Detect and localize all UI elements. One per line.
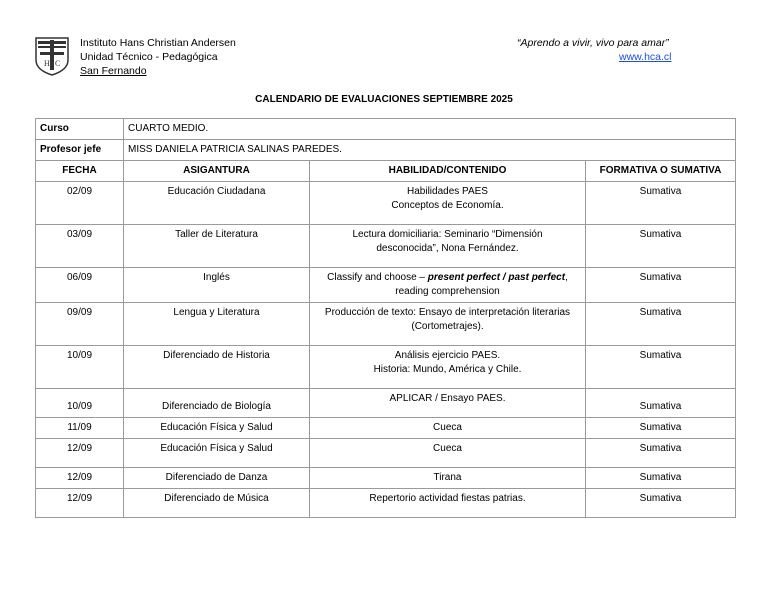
contenido-cell: Repertorio actividad fiestas patrias.: [310, 489, 586, 518]
contenido-line: Análisis ejercicio PAES.: [394, 350, 501, 361]
asignatura-cell: Educación Física y Salud: [124, 439, 310, 468]
table-row: [36, 346, 736, 389]
asignatura-cell: Taller de Literatura: [124, 225, 310, 268]
unit-name: Unidad Técnico - Pedagógica: [80, 51, 218, 63]
column-header: ASIGANTURA: [124, 161, 310, 182]
table-row: [36, 225, 736, 268]
header-row: [36, 161, 736, 182]
contenido-line: Habilidades PAES: [407, 186, 488, 197]
svg-text:C: C: [55, 59, 61, 68]
contenido-cell: Cueca: [310, 439, 586, 468]
contenido-cell: [310, 303, 586, 346]
contenido-line: [314, 271, 581, 285]
column-header: HABILIDAD/CONTENIDO: [310, 161, 586, 182]
table-row: [36, 439, 736, 468]
contenido-cell: Tirana: [310, 468, 586, 489]
contenido-cell: [310, 182, 586, 225]
fecha-cell: 06/09: [36, 268, 124, 303]
curso-row: [36, 119, 736, 140]
fecha-cell: 10/09: [36, 346, 124, 389]
tipo-cell: Sumativa: [586, 346, 736, 389]
fecha-cell: 12/09: [36, 489, 124, 518]
asignatura-cell: Diferenciado de Danza: [124, 468, 310, 489]
institution-name: Instituto Hans Christian Andersen: [80, 37, 236, 49]
tipo-cell: Sumativa: [586, 182, 736, 225]
fecha-cell: 12/09: [36, 439, 124, 468]
contenido-cell: [310, 268, 586, 303]
school-logo: [34, 36, 70, 76]
table-row: [36, 418, 736, 439]
fecha-cell: 12/09: [36, 468, 124, 489]
table-row: [36, 303, 736, 346]
table-row: [36, 389, 736, 418]
asignatura-cell: Lengua y Literatura: [124, 303, 310, 346]
contenido-line: reading comprehension: [395, 286, 500, 297]
contenido-text: Classify and choose –: [327, 272, 428, 283]
curso-value: CUARTO MEDIO.: [124, 119, 736, 140]
contenido-line: Producción de texto: Ensayo de interpretación literarias: [324, 307, 571, 318]
profesor-label: Profesor jefe: [36, 140, 124, 161]
evaluation-table: [35, 118, 736, 518]
table-row: [36, 268, 736, 303]
motto: “Aprendo a vivir, vivo para amar”: [517, 37, 669, 49]
institution-block: [80, 36, 236, 78]
asignatura-cell: Diferenciado de Historia: [124, 346, 310, 389]
svg-text:H: H: [44, 59, 50, 68]
contenido-cell: [310, 346, 586, 389]
asignatura-cell: Diferenciado de Biología: [124, 389, 310, 418]
fecha-cell: 10/09: [36, 389, 124, 418]
asignatura-cell: Diferenciado de Música: [124, 489, 310, 518]
table-row: [36, 182, 736, 225]
tipo-cell: Sumativa: [586, 268, 736, 303]
website-link[interactable]: www.hca.cl: [619, 51, 672, 63]
fecha-cell: 11/09: [36, 418, 124, 439]
tipo-cell: Sumativa: [586, 303, 736, 346]
fecha-cell: 02/09: [36, 182, 124, 225]
fecha-cell: 09/09: [36, 303, 124, 346]
city-name: San Fernando: [80, 65, 147, 77]
contenido-line: Conceptos de Economía.: [391, 200, 504, 211]
profesor-value: MISS DANIELA PATRICIA SALINAS PAREDES.: [124, 140, 736, 161]
asignatura-cell: Educación Ciudadana: [124, 182, 310, 225]
column-header: FECHA: [36, 161, 124, 182]
contenido-line: desconocida”, Nona Fernández.: [376, 243, 519, 254]
contenido-line: APLICAR / Ensayo PAES.: [389, 393, 506, 404]
contenido-line: Historia: Mundo, América y Chile.: [373, 364, 522, 375]
table-row: [36, 468, 736, 489]
curso-label: Curso: [36, 119, 124, 140]
contenido-text: ,: [565, 272, 568, 283]
tipo-cell: Sumativa: [586, 468, 736, 489]
column-header: FORMATIVA O SUMATIVA: [586, 161, 736, 182]
table-row: [36, 489, 736, 518]
page-title: CALENDARIO DE EVALUACIONES SEPTIEMBRE 2025: [255, 94, 513, 105]
contenido-cell: [310, 225, 586, 268]
contenido-line: Lectura domiciliaria: Seminario “Dimensión: [352, 229, 543, 240]
asignatura-cell: Educación Física y Salud: [124, 418, 310, 439]
asignatura-cell: Inglés: [124, 268, 310, 303]
contenido-line: (Cortometrajes).: [411, 321, 484, 332]
tipo-cell: Sumativa: [586, 489, 736, 518]
tipo-cell: Sumativa: [586, 418, 736, 439]
fecha-cell: 03/09: [36, 225, 124, 268]
tipo-cell: Sumativa: [586, 225, 736, 268]
contenido-emphasis: present perfect / past perfect: [427, 272, 566, 283]
profesor-row: [36, 140, 736, 161]
contenido-cell: [310, 389, 586, 418]
tipo-cell: Sumativa: [586, 439, 736, 468]
contenido-cell: Cueca: [310, 418, 586, 439]
tipo-cell: Sumativa: [586, 389, 736, 418]
